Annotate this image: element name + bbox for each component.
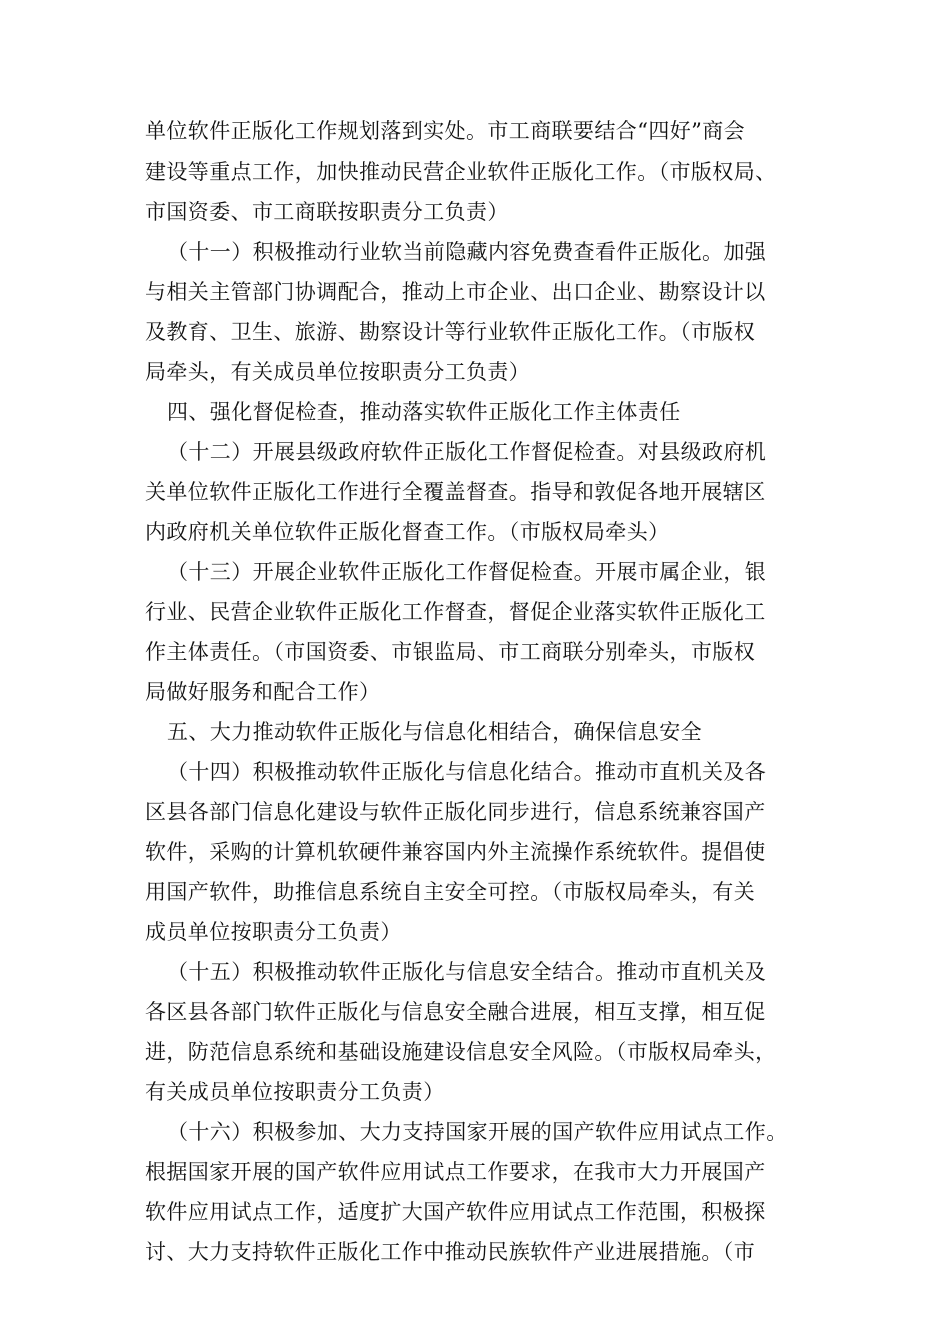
text-line: 软件，采购的计算机软硬件兼容国内外主流操作系统软件。提倡使: [145, 840, 766, 864]
paragraph-first-line: （十四）积极推动软件正版化与信息化结合。推动市直机关及各: [167, 760, 767, 784]
text-line: 成员单位按职责分工负责）: [145, 920, 402, 944]
text-line: 市国资委、市工商联按职责分工负责）: [145, 200, 509, 224]
text-line: 行业、民营企业软件正版化工作督查，督促企业落实软件正版化工: [145, 600, 766, 624]
text-line: 关单位软件正版化工作进行全覆盖督查。指导和敦促各地开展辖区: [145, 480, 766, 504]
text-line: 有关成员单位按职责分工负责）: [145, 1080, 445, 1104]
text-line: 区县各部门信息化建设与软件正版化同步进行，信息系统兼容国产: [145, 800, 766, 824]
text-line: 进，防范信息系统和基础设施建设信息安全风险。（市版权局牵头，: [145, 1040, 777, 1064]
text-line: 用国产软件，助推信息系统自主安全可控。（市版权局牵头，有关: [145, 880, 756, 904]
text-line: 各区县各部门软件正版化与信息安全融合进展，相互支撑，相互促: [145, 1000, 766, 1024]
text-line: 作主体责任。（市国资委、市银监局、市工商联分别牵头，市版权: [145, 640, 756, 664]
paragraph-first-line: （十三）开展企业软件正版化工作督促检查。开展市属企业，银: [167, 560, 767, 584]
text-line: 单位软件正版化工作规划落到实处。市工商联要结合“四好”商会: [145, 119, 746, 143]
paragraph-first-line: （十五）积极推动软件正版化与信息安全结合。推动市直机关及: [167, 960, 767, 984]
text-line: 根据国家开展的国产软件应用试点工作要求，在我市大力开展国产: [145, 1160, 766, 1184]
paragraph-first-line: （十六）积极参加、大力支持国家开展的国产软件应用试点工作。: [167, 1120, 788, 1144]
paragraph-first-line: （十二）开展县级政府软件正版化工作督促检查。对县级政府机: [167, 440, 767, 464]
section-heading: 五、大力推动软件正版化与信息化相结合，确保信息安全: [167, 720, 702, 744]
text-line: 局做好服务和配合工作）: [145, 680, 381, 704]
paragraph-first-line: （十一）积极推动行业软当前隐藏内容免费查看件正版化。加强: [167, 240, 767, 264]
text-line: 软件应用试点工作，适度扩大国产软件应用试点工作范围，积极探: [145, 1200, 766, 1224]
text-line: 讨、大力支持软件正版化工作中推动民族软件产业进展措施。（市: [145, 1240, 756, 1264]
text-line: 与相关主管部门协调配合，推动上市企业、出口企业、勘察设计以: [145, 280, 766, 304]
text-line: 建设等重点工作，加快推动民营企业软件正版化工作。（市版权局、: [145, 160, 777, 184]
text-line: 局牵头，有关成员单位按职责分工负责）: [145, 360, 531, 384]
section-heading: 四、强化督促检查，推动落实软件正版化工作主体责任: [167, 400, 681, 424]
text-line: 内政府机关单位软件正版化督查工作。（市版权局牵头）: [145, 520, 670, 544]
text-line: 及教育、卫生、旅游、勘察设计等行业软件正版化工作。（市版权: [145, 320, 756, 344]
